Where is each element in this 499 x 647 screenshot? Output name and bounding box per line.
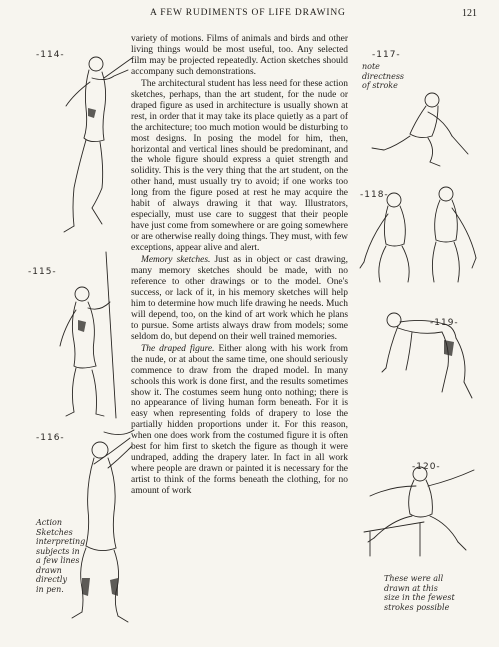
figure-115-staff-sketch xyxy=(40,250,135,420)
note-directness xyxy=(362,62,404,91)
note-116-line: interpreting xyxy=(36,537,86,546)
figure-116-label: -116- xyxy=(36,433,65,443)
figure-114-golfer-sketch xyxy=(44,48,134,248)
note-120-line: strokes possible xyxy=(384,602,450,612)
note-120-line: drawn at this xyxy=(384,583,438,593)
figure-117-label: -117- xyxy=(372,50,401,60)
paragraph-architectural-student: The architectural student has less need for these action sketches, perhaps, than the art student, for the nude or draped figure as used in architecture is usually shown at rest, in order that it may take its place quietly as a part of the architecture; too much motion would be disturbing to most designs. In posing the model for him, then, horizontal and vertical lines should be predominant, and the whole figure should express a quiet strength and solidity. This is the very thing that the art student, on the other hand, must usually try to avoid; if one works too long from the figure posed at rest he may acquire the habit of always drawing it that way. Illustrators, especially, must use care to suggest that their people have just come from somewhere or are going somewhere or are otherwise really doing things. They must, with few exceptions, appear alive and alert. xyxy=(131,78,348,254)
figure-118-label: -118- xyxy=(360,190,389,200)
figure-115-label: -115- xyxy=(28,267,57,277)
note-117-line: of stroke xyxy=(362,81,398,90)
memory-sketches-heading: Memory sketches. xyxy=(141,255,211,266)
figure-119-label: -119- xyxy=(430,318,459,328)
paragraph-draped-figure xyxy=(131,344,348,497)
note-fewest-strokes xyxy=(384,574,455,612)
note-116-line: directly xyxy=(36,575,68,584)
figure-118-players-sketch xyxy=(360,178,480,298)
note-116-line: subjects in xyxy=(36,546,80,556)
note-116-line: Sketches xyxy=(36,527,73,537)
page-header xyxy=(0,8,499,22)
figure-120-label: -120- xyxy=(412,462,441,472)
body-text xyxy=(131,34,348,497)
running-title: A FEW RUDIMENTS OF LIFE DRAWING xyxy=(150,8,346,18)
figure-117-hockey-sketch xyxy=(356,90,476,170)
note-116-line: Action xyxy=(36,518,62,527)
draped-figure-text: Either along with his work from the nude, or at about the same time, one should seriously commence to draw from the draped model. In many schools this work is done first, and the results sometimes show it. The costumes seem hung onto nothing; there is no appearance of living human form beneath. For it is easy when representing folds of drapery to lose the partially hidden proportions under it. For this reason, when one does work from the costumed figure it is often best for him first to sketch the figure as though it were undraped, adding the drapery later. In fact in all work where people are drawn or painted it is necessary for the artist to think of the forms beneath the clothing, for no amount of work xyxy=(131,343,349,497)
memory-sketches-text: Just as in object or cast drawing, many memory sketches should be made, with no reference to other drawings or to the model. One's success, or lack of it, in his memory sketches will help him to determine how much life drawing he needs. Much will depend, too, on the kind of art work which he plans to pursue. Some artists always draw from models; some seldom do, but depend on their well trained memories. xyxy=(131,255,348,342)
note-117-line: note xyxy=(362,62,380,71)
note-action-sketches xyxy=(36,518,85,594)
note-116-line: in pen. xyxy=(36,584,64,594)
note-120-line: These were all xyxy=(384,574,444,583)
paragraph-memory-sketches xyxy=(131,255,348,343)
page-number: 121 xyxy=(462,8,477,19)
draped-figure-heading: The draped figure. xyxy=(141,343,215,354)
note-117-line: directness xyxy=(362,71,405,81)
figure-120-hurdler-sketch xyxy=(362,460,487,560)
note-116-line: a few lines xyxy=(36,556,80,565)
note-120-line: size in the fewest xyxy=(384,593,455,602)
note-116-line: drawn xyxy=(36,565,62,575)
figure-114-label: -114- xyxy=(36,50,65,60)
paragraph-action-sketches: variety of motions. Films of animals and birds and other living things would be most useful, too. Any selected film may be projected repeatedly. Action sketches should accompany such demonstrations. xyxy=(131,34,348,77)
figure-119-sprinter-sketch xyxy=(364,302,479,402)
